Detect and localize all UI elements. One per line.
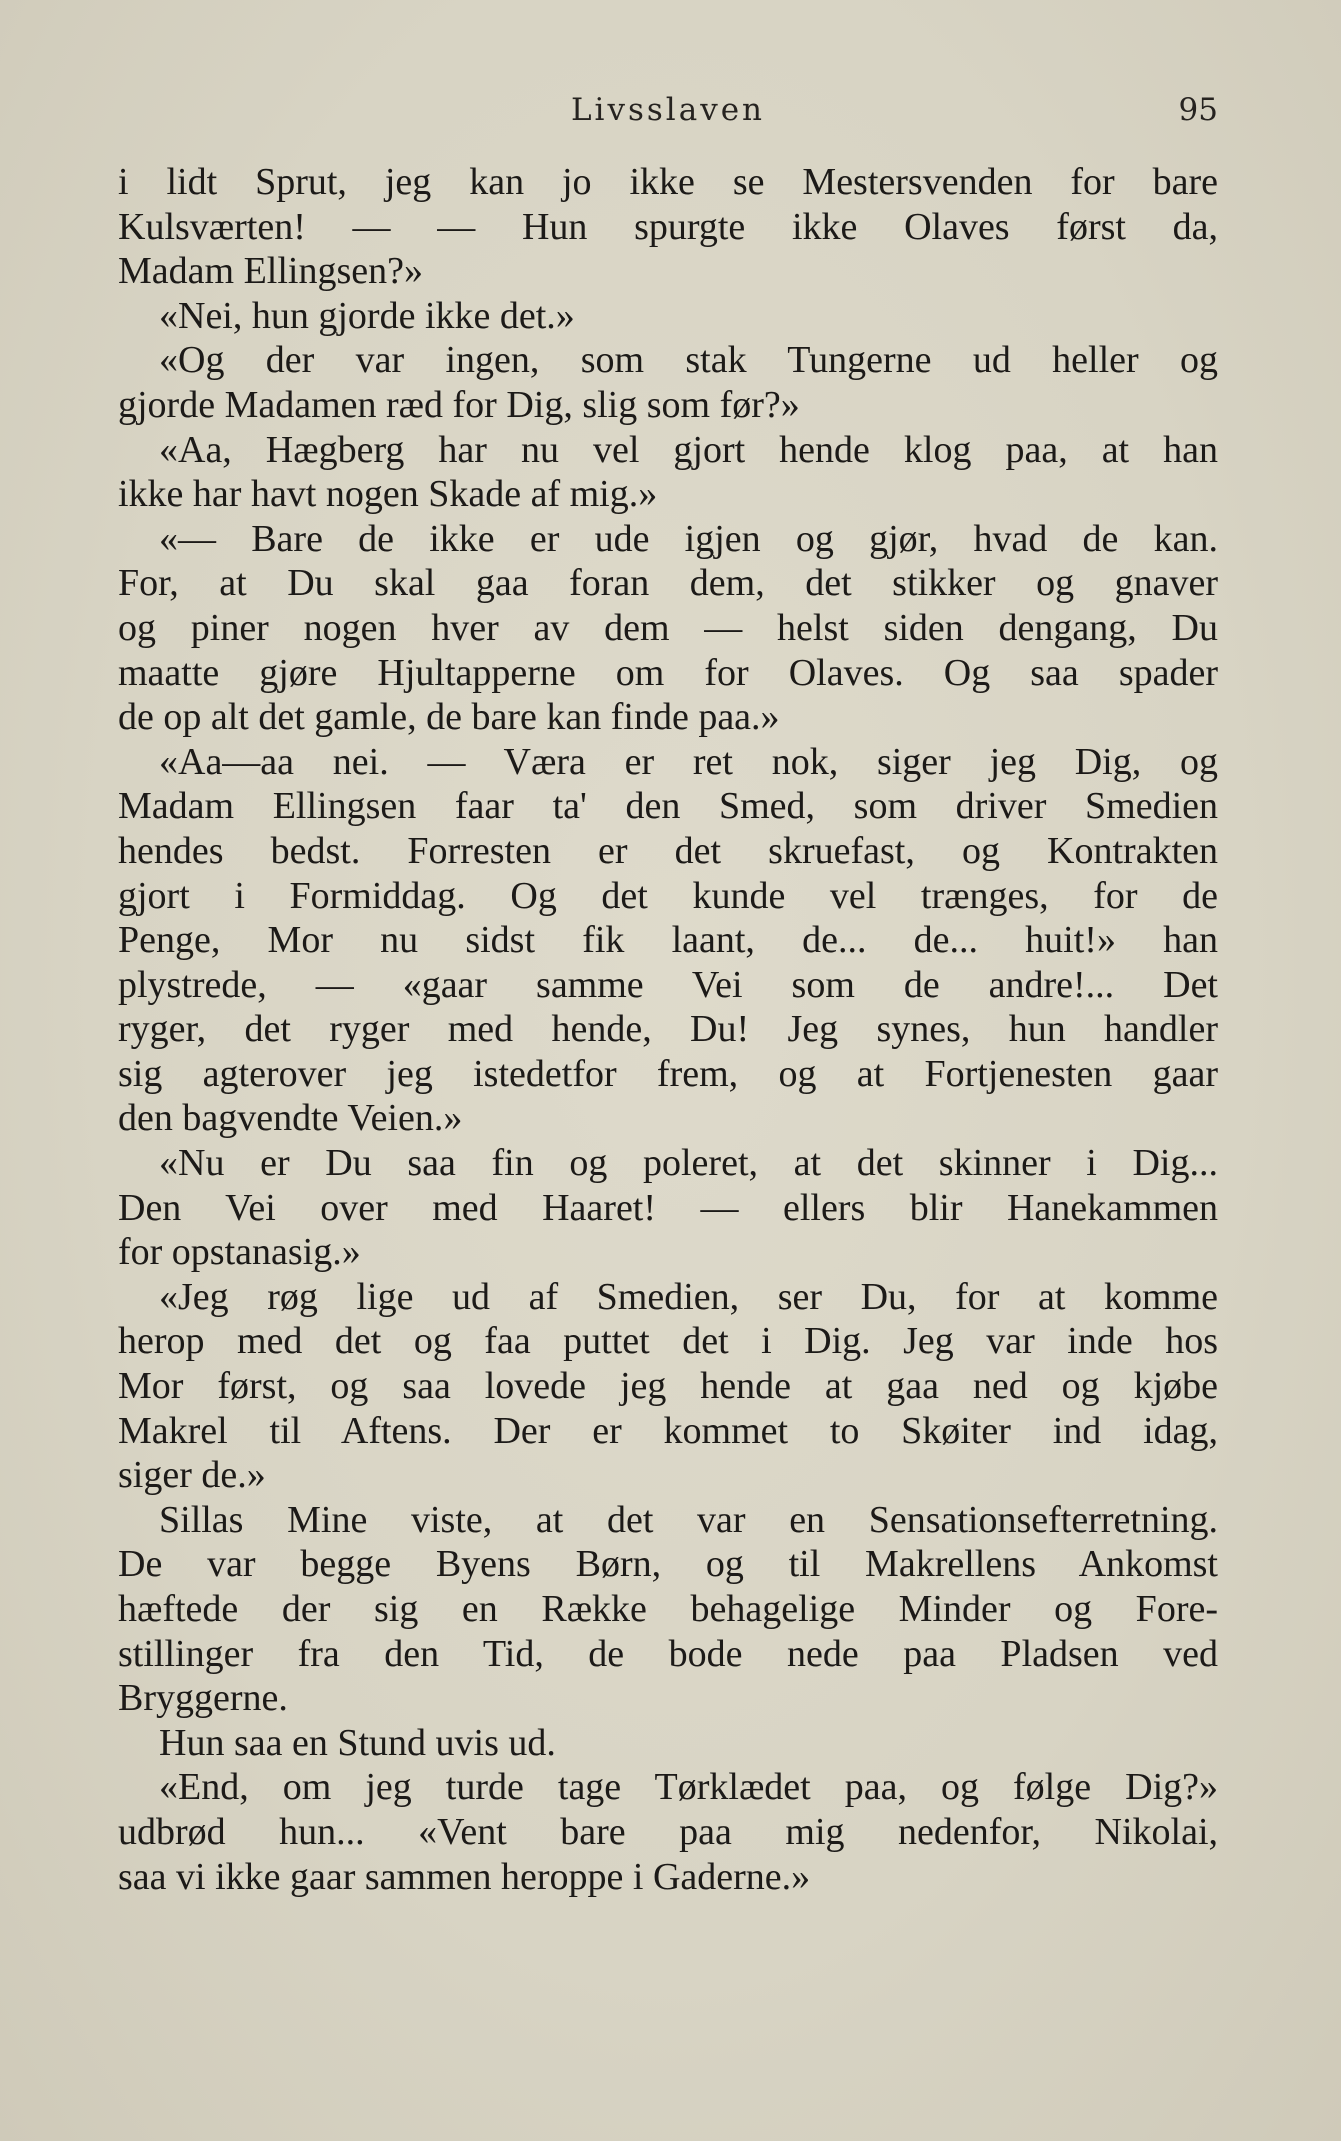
text-line: «Aa, Hægberg har nu vel gjort hende klog paa, at han — [159, 428, 1218, 471]
text-line: Hun saa en Stund uvis ud. — [159, 1721, 556, 1764]
text-line: gjorde Madamen ræd for Dig, slig som før?» — [118, 383, 800, 426]
text-line: «— Bare de ikke er ude igjen og gjør, hvad de kan. — [159, 517, 1218, 560]
text-line: udbrød hun... «Vent bare paa mig nedenfor, Nikolai, — [118, 1810, 1218, 1853]
text-line: Penge, Mor nu sidst fik laant, de... de... huit!» han — [118, 919, 1218, 962]
page-number: 95 — [1178, 92, 1218, 128]
text-line: «End, om jeg turde tage Tørklædet paa, og følge Dig?» — [159, 1766, 1218, 1809]
text-line: Mor først, og saa lovede jeg hende at gaa ned og kjøbe — [118, 1365, 1218, 1408]
text-line: «Nu er Du saa fin og poleret, at det skinner i Dig... — [159, 1142, 1218, 1185]
text-line: i lidt Sprut, jeg kan jo ikke se Mestersvenden for bare — [118, 161, 1218, 203]
text-line: og piner nogen hver av dem — helst siden dengang, Du — [118, 606, 1218, 649]
body-text — [118, 160, 1218, 1899]
text-line: den bagvendte Veien.» — [118, 1097, 463, 1140]
text-line: «Nei, hun gjorde ikke det.» — [159, 294, 575, 337]
text-line: «Og der var ingen, som stak Tungerne ud heller og — [159, 339, 1218, 382]
text-line: stillinger fra den Tid, de bode nede paa Pladsen ved — [118, 1632, 1218, 1675]
text-line: saa vi ikke gaar sammen heroppe i Gaderne.» — [118, 1855, 811, 1898]
running-head — [118, 92, 1218, 132]
text-line: ryger, det ryger med hende, Du! Jeg synes, hun handler — [118, 1008, 1218, 1051]
text-line: gjort i Formiddag. Og det kunde vel trænges, for de — [118, 874, 1218, 917]
text-line: de op alt det gamle, de bare kan finde paa.» — [118, 696, 780, 739]
text-line: for opstanasig.» — [118, 1231, 361, 1274]
text-line: «Aa—aa nei. — Væra er ret nok, siger jeg Dig, og — [159, 740, 1218, 783]
text-line: plystrede, — «gaar samme Vei som de andre!... Det — [118, 963, 1218, 1006]
text-line: Den Vei over med Haaret! — ellers blir Hanekammen — [118, 1186, 1218, 1229]
text-line: Sillas Mine viste, at det var en Sensationsefterretning. — [159, 1498, 1218, 1541]
text-line: sig agterover jeg istedetfor frem, og at Fortjenesten gaar — [118, 1052, 1218, 1095]
text-line: Bryggerne. — [118, 1677, 288, 1720]
text-line: «Jeg røg lige ud af Smedien, ser Du, for at komme — [159, 1275, 1218, 1318]
running-title: Livsslaven — [570, 92, 766, 128]
text-line: maatte gjøre Hjultapperne om for Olaves. Og saa spader — [118, 651, 1218, 694]
text-line: Madam Ellingsen?» — [118, 250, 423, 293]
text-line: Madam Ellingsen faar ta' den Smed, som driver Smedien — [118, 785, 1218, 828]
text-line: siger de.» — [118, 1454, 266, 1497]
text-line: hendes bedst. Forresten er det skruefast, og Kontrakten — [118, 829, 1218, 872]
text-line: herop med det og faa puttet det i Dig. Jeg var inde hos — [118, 1320, 1218, 1363]
text-line: Makrel til Aftens. Der er kommet to Skøiter ind idag, — [118, 1409, 1218, 1452]
text-line: Kulsværten! — — Hun spurgte ikke Olaves først da, — [118, 205, 1218, 248]
text-line: ikke har havt nogen Skade af mig.» — [118, 473, 658, 516]
text-line: De var begge Byens Børn, og til Makrellens Ankomst — [118, 1543, 1218, 1586]
text-line: For, at Du skal gaa foran dem, det stikker og gnaver — [118, 562, 1218, 605]
text-line: hæftede der sig en Række behagelige Minder og Fore- — [118, 1588, 1218, 1630]
